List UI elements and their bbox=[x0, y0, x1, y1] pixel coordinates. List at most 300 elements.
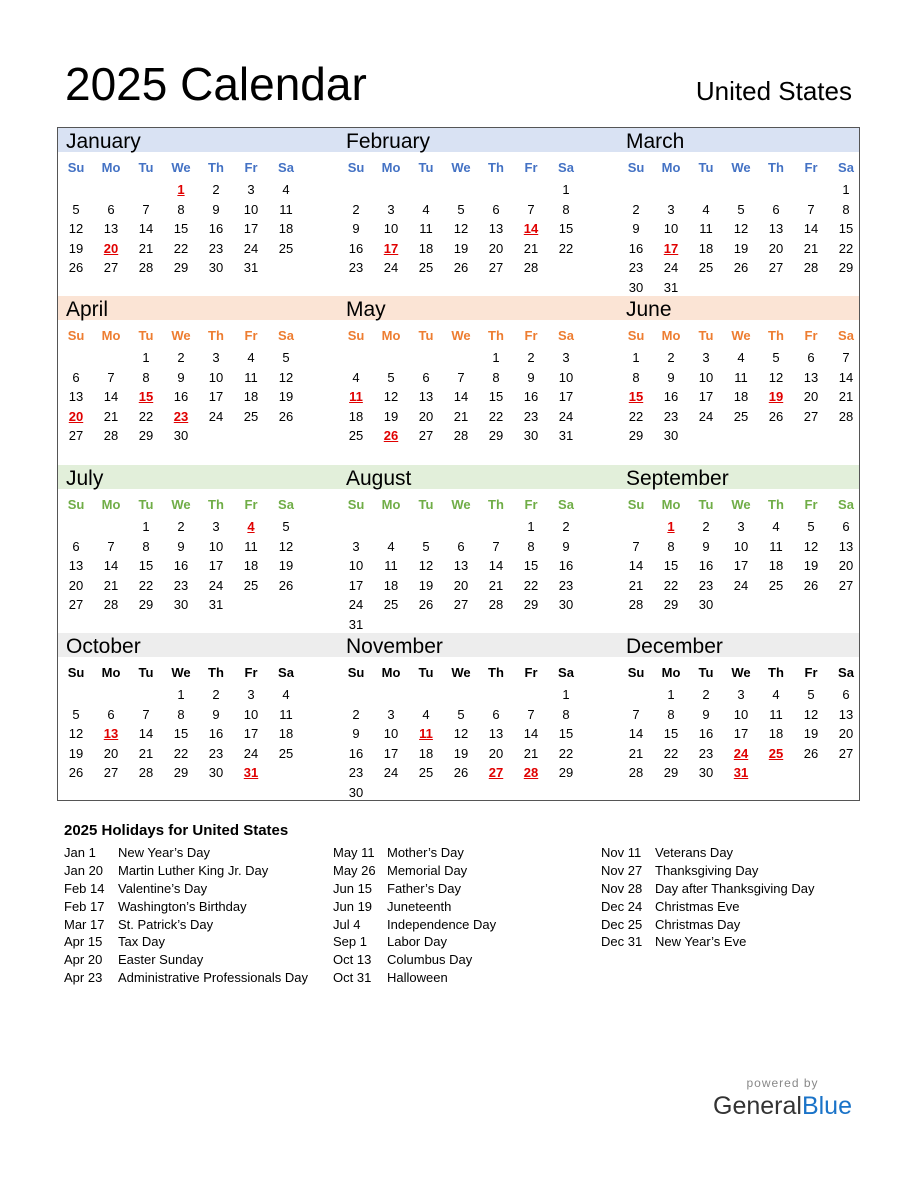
month-name: May bbox=[346, 298, 386, 321]
month-may bbox=[338, 296, 584, 464]
month-september bbox=[618, 465, 864, 633]
day-cell: 2 bbox=[212, 182, 220, 197]
day-cell: 25 bbox=[243, 577, 259, 593]
holiday-day: 14 bbox=[523, 221, 539, 237]
day-cell: 17 bbox=[733, 558, 749, 574]
day-cell: 7 bbox=[142, 706, 150, 722]
day-cell: 30 bbox=[628, 280, 644, 295]
weekday-header: Tu bbox=[418, 665, 434, 680]
day-cell: 9 bbox=[352, 726, 360, 742]
weekday-header: We bbox=[171, 665, 191, 680]
day-cell: 6 bbox=[807, 350, 815, 365]
day-cell: 13 bbox=[68, 558, 84, 574]
holiday-date: Dec 31 bbox=[601, 934, 643, 950]
day-cell: 6 bbox=[842, 519, 850, 534]
day-cell: 10 bbox=[733, 706, 749, 722]
weekday-header: Th bbox=[768, 497, 784, 512]
day-cell: 25 bbox=[698, 260, 714, 276]
day-cell: 18 bbox=[348, 408, 364, 424]
day-cell: 9 bbox=[562, 538, 570, 554]
day-cell: 2 bbox=[212, 687, 220, 702]
holiday-date: Oct 31 bbox=[333, 970, 372, 986]
day-cell: 1 bbox=[562, 687, 570, 702]
weekday-header: Th bbox=[768, 160, 784, 175]
holiday-name: New Year’s Eve bbox=[655, 934, 747, 950]
weekday-header: Sa bbox=[278, 328, 294, 343]
day-cell: 3 bbox=[737, 687, 745, 702]
day-cell: 8 bbox=[492, 369, 500, 385]
day-cell: 13 bbox=[488, 726, 504, 742]
weekday-header: Sa bbox=[838, 497, 854, 512]
month-january bbox=[58, 128, 304, 296]
day-cell: 14 bbox=[138, 221, 154, 237]
day-cell: 22 bbox=[173, 745, 189, 761]
day-cell: 16 bbox=[348, 240, 364, 256]
day-cell: 6 bbox=[842, 687, 850, 702]
day-cell: 26 bbox=[453, 765, 469, 781]
day-cell: 18 bbox=[383, 577, 399, 593]
day-cell: 19 bbox=[68, 745, 84, 761]
weekday-header: Mo bbox=[661, 328, 681, 343]
day-cell: 17 bbox=[383, 745, 399, 761]
day-cell: 28 bbox=[103, 428, 119, 444]
day-cell: 5 bbox=[282, 519, 290, 534]
day-cell: 27 bbox=[103, 765, 119, 781]
day-cell: 24 bbox=[348, 597, 364, 613]
day-cell: 2 bbox=[667, 350, 675, 365]
holiday-day: 15 bbox=[138, 389, 154, 405]
weekday-header: Su bbox=[627, 328, 645, 343]
day-cell: 16 bbox=[628, 240, 644, 256]
weekday-header: Su bbox=[347, 160, 365, 175]
day-cell: 27 bbox=[768, 260, 784, 276]
day-cell: 14 bbox=[628, 726, 644, 742]
powered-by-label: powered by bbox=[746, 1076, 819, 1090]
month-name: August bbox=[346, 467, 412, 490]
day-cell: 24 bbox=[243, 745, 259, 761]
day-cell: 3 bbox=[387, 201, 395, 217]
day-cell: 16 bbox=[523, 389, 539, 405]
day-cell: 12 bbox=[803, 706, 819, 722]
day-cell: 26 bbox=[278, 577, 294, 593]
day-cell: 6 bbox=[772, 201, 780, 217]
day-cell: 10 bbox=[208, 369, 224, 385]
day-cell: 10 bbox=[698, 369, 714, 385]
holiday-name: Memorial Day bbox=[387, 862, 468, 878]
day-cell: 29 bbox=[138, 597, 154, 613]
day-cell: 2 bbox=[702, 687, 710, 702]
day-cell: 11 bbox=[734, 369, 748, 385]
day-cell: 10 bbox=[663, 221, 679, 237]
day-cell: 8 bbox=[142, 369, 150, 385]
day-cell: 3 bbox=[737, 519, 745, 534]
weekday-header: Fr bbox=[804, 328, 818, 343]
day-cell: 18 bbox=[418, 240, 434, 256]
day-cell: 19 bbox=[453, 745, 469, 761]
holiday-day: 11 bbox=[419, 726, 433, 742]
day-cell: 9 bbox=[352, 221, 360, 237]
weekday-header: Sa bbox=[838, 328, 854, 343]
day-cell: 3 bbox=[247, 687, 255, 702]
holiday-name: Mother’s Day bbox=[387, 845, 464, 860]
day-cell: 13 bbox=[453, 558, 469, 574]
holidays-title: 2025 Holidays for United States bbox=[64, 822, 289, 839]
day-cell: 2 bbox=[702, 519, 710, 534]
holiday-name: Christmas Eve bbox=[655, 898, 740, 914]
weekday-header: Su bbox=[67, 497, 85, 512]
holiday-date: Sep 1 bbox=[333, 934, 367, 950]
weekday-header: Su bbox=[627, 497, 645, 512]
holiday-date: Jul 4 bbox=[333, 916, 361, 932]
weekday-header: We bbox=[451, 160, 471, 175]
holiday-name: Independence Day bbox=[387, 916, 497, 932]
day-cell: 30 bbox=[173, 597, 189, 613]
day-cell: 25 bbox=[243, 408, 259, 424]
day-cell: 16 bbox=[558, 558, 574, 574]
weekday-header: Sa bbox=[838, 160, 854, 175]
country-label: United States bbox=[695, 76, 852, 106]
day-cell: 25 bbox=[418, 765, 434, 781]
day-cell: 21 bbox=[453, 408, 469, 424]
weekday-header: Th bbox=[488, 665, 504, 680]
day-cell: 10 bbox=[558, 369, 574, 385]
day-cell: 17 bbox=[243, 221, 259, 237]
day-cell: 5 bbox=[422, 538, 430, 554]
weekday-header: Fr bbox=[524, 665, 538, 680]
holiday-day: 15 bbox=[628, 389, 644, 405]
day-cell: 28 bbox=[103, 597, 119, 613]
day-cell: 12 bbox=[68, 221, 84, 237]
day-cell: 13 bbox=[838, 538, 854, 554]
day-cell: 23 bbox=[173, 577, 189, 593]
weekday-header: We bbox=[731, 497, 751, 512]
day-cell: 12 bbox=[803, 538, 819, 554]
holiday-day: 1 bbox=[667, 519, 675, 534]
day-cell: 4 bbox=[352, 369, 360, 385]
month-june bbox=[618, 296, 864, 464]
day-cell: 28 bbox=[138, 765, 154, 781]
day-cell: 9 bbox=[702, 706, 710, 722]
day-cell: 29 bbox=[838, 260, 854, 276]
day-cell: 19 bbox=[803, 726, 819, 742]
day-cell: 23 bbox=[208, 240, 224, 256]
day-cell: 9 bbox=[177, 369, 185, 385]
day-cell: 28 bbox=[138, 260, 154, 276]
day-cell: 10 bbox=[243, 201, 259, 217]
day-cell: 18 bbox=[278, 221, 294, 237]
day-cell: 17 bbox=[208, 558, 224, 574]
day-cell: 24 bbox=[208, 577, 224, 593]
day-cell: 12 bbox=[68, 726, 84, 742]
day-cell: 8 bbox=[562, 201, 570, 217]
weekday-header: Su bbox=[627, 160, 645, 175]
day-cell: 6 bbox=[107, 201, 115, 217]
day-cell: 14 bbox=[103, 389, 119, 405]
day-cell: 3 bbox=[387, 706, 395, 722]
day-cell: 6 bbox=[72, 369, 80, 385]
day-cell: 8 bbox=[177, 706, 185, 722]
day-cell: 30 bbox=[663, 428, 679, 444]
day-cell: 6 bbox=[492, 201, 500, 217]
holiday-date: Apr 15 bbox=[64, 934, 103, 950]
day-cell: 31 bbox=[243, 260, 259, 276]
day-cell: 12 bbox=[418, 558, 434, 574]
weekday-header: We bbox=[731, 160, 751, 175]
day-cell: 22 bbox=[838, 240, 854, 256]
day-cell: 14 bbox=[453, 389, 469, 405]
day-cell: 21 bbox=[628, 577, 644, 593]
day-cell: 31 bbox=[663, 280, 679, 295]
day-cell: 22 bbox=[663, 745, 679, 761]
day-cell: 26 bbox=[768, 408, 784, 424]
weekday-header: We bbox=[731, 328, 751, 343]
day-cell: 30 bbox=[173, 428, 189, 444]
holiday-name: Labor Day bbox=[387, 934, 447, 950]
day-cell: 30 bbox=[698, 765, 714, 781]
day-cell: 23 bbox=[348, 260, 364, 276]
day-cell: 29 bbox=[138, 428, 154, 444]
day-cell: 20 bbox=[488, 745, 504, 761]
day-cell: 24 bbox=[243, 240, 259, 256]
day-cell: 6 bbox=[422, 369, 430, 385]
weekday-header: Th bbox=[208, 497, 224, 512]
month-name: June bbox=[626, 298, 672, 321]
holiday-date: Jan 20 bbox=[64, 862, 104, 878]
day-cell: 30 bbox=[208, 765, 224, 781]
day-cell: 23 bbox=[628, 260, 644, 276]
day-cell: 27 bbox=[103, 260, 119, 276]
day-cell: 13 bbox=[68, 389, 84, 405]
month-october bbox=[58, 633, 304, 801]
weekday-header: Fr bbox=[524, 160, 538, 175]
day-cell: 18 bbox=[733, 389, 749, 405]
day-cell: 10 bbox=[348, 558, 364, 574]
day-cell: 11 bbox=[279, 201, 293, 217]
day-cell: 10 bbox=[243, 706, 259, 722]
day-cell: 5 bbox=[457, 706, 465, 722]
day-cell: 18 bbox=[243, 389, 259, 405]
weekday-header: Sa bbox=[838, 665, 854, 680]
day-cell: 11 bbox=[244, 369, 258, 385]
weekday-header: Sa bbox=[558, 160, 574, 175]
holiday-day: 1 bbox=[177, 182, 185, 197]
day-cell: 19 bbox=[278, 558, 294, 574]
day-cell: 5 bbox=[457, 201, 465, 217]
day-cell: 9 bbox=[667, 369, 675, 385]
holiday-date: Apr 23 bbox=[64, 970, 103, 986]
month-name: December bbox=[626, 635, 723, 658]
day-cell: 29 bbox=[558, 765, 574, 781]
day-cell: 3 bbox=[247, 182, 255, 197]
day-cell: 5 bbox=[807, 519, 815, 534]
holiday-name: Administrative Professionals Day bbox=[118, 970, 309, 986]
day-cell: 6 bbox=[107, 706, 115, 722]
day-cell: 20 bbox=[418, 408, 434, 424]
holiday-day: 11 bbox=[349, 389, 363, 405]
day-cell: 19 bbox=[418, 577, 434, 593]
day-cell: 2 bbox=[352, 706, 360, 722]
holiday-day: 31 bbox=[733, 765, 749, 781]
weekday-header: Th bbox=[208, 160, 224, 175]
day-cell: 17 bbox=[208, 389, 224, 405]
day-cell: 16 bbox=[698, 558, 714, 574]
day-cell: 4 bbox=[422, 706, 430, 722]
day-cell: 21 bbox=[523, 240, 539, 256]
day-cell: 15 bbox=[173, 726, 189, 742]
day-cell: 4 bbox=[282, 687, 290, 702]
day-cell: 17 bbox=[698, 389, 714, 405]
day-cell: 7 bbox=[842, 350, 850, 365]
holiday-name: Easter Sunday bbox=[118, 952, 204, 968]
holiday-date: Jan 1 bbox=[64, 845, 96, 860]
day-cell: 11 bbox=[384, 558, 398, 574]
day-cell: 22 bbox=[663, 577, 679, 593]
day-cell: 4 bbox=[772, 519, 780, 534]
holiday-name: Veterans Day bbox=[655, 845, 734, 860]
day-cell: 24 bbox=[208, 408, 224, 424]
day-cell: 8 bbox=[177, 201, 185, 217]
day-cell: 3 bbox=[212, 519, 220, 534]
day-cell: 13 bbox=[418, 389, 434, 405]
weekday-header: Sa bbox=[558, 497, 574, 512]
day-cell: 15 bbox=[138, 558, 154, 574]
day-cell: 7 bbox=[107, 538, 115, 554]
holiday-day: 26 bbox=[383, 428, 399, 444]
day-cell: 9 bbox=[212, 201, 220, 217]
day-cell: 2 bbox=[177, 519, 185, 534]
weekday-header: Tu bbox=[698, 665, 714, 680]
day-cell: 19 bbox=[453, 240, 469, 256]
day-cell: 17 bbox=[243, 726, 259, 742]
weekday-header: Fr bbox=[524, 328, 538, 343]
month-name: July bbox=[66, 467, 104, 490]
holiday-date: Dec 25 bbox=[601, 916, 643, 932]
weekday-header: We bbox=[731, 665, 751, 680]
day-cell: 30 bbox=[558, 597, 574, 613]
month-august bbox=[338, 465, 584, 633]
day-cell: 26 bbox=[68, 260, 84, 276]
day-cell: 18 bbox=[768, 726, 784, 742]
day-cell: 14 bbox=[838, 369, 854, 385]
month-february bbox=[338, 128, 584, 296]
holiday-day: 17 bbox=[383, 240, 399, 256]
holiday-day: 4 bbox=[247, 519, 255, 534]
day-cell: 20 bbox=[103, 745, 119, 761]
day-cell: 20 bbox=[803, 389, 819, 405]
day-cell: 31 bbox=[558, 428, 574, 444]
weekday-header: Su bbox=[67, 328, 85, 343]
day-cell: 14 bbox=[138, 726, 154, 742]
day-cell: 12 bbox=[278, 538, 294, 554]
weekday-header: We bbox=[171, 160, 191, 175]
day-cell: 3 bbox=[562, 350, 570, 365]
day-cell: 15 bbox=[558, 221, 574, 237]
day-cell: 25 bbox=[278, 745, 294, 761]
holiday-date: Oct 13 bbox=[333, 952, 372, 968]
day-cell: 24 bbox=[383, 260, 399, 276]
month-name: November bbox=[346, 635, 443, 658]
day-cell: 9 bbox=[527, 369, 535, 385]
day-cell: 7 bbox=[457, 369, 465, 385]
day-cell: 27 bbox=[803, 408, 819, 424]
day-cell: 28 bbox=[488, 597, 504, 613]
day-cell: 1 bbox=[562, 182, 570, 197]
day-cell: 24 bbox=[663, 260, 679, 276]
weekday-header: Fr bbox=[244, 328, 258, 343]
holiday-date: Jun 15 bbox=[333, 880, 373, 896]
weekday-header: Su bbox=[627, 665, 645, 680]
day-cell: 5 bbox=[387, 369, 395, 385]
day-cell: 5 bbox=[282, 350, 290, 365]
weekday-header: Su bbox=[347, 665, 365, 680]
day-cell: 11 bbox=[699, 221, 713, 237]
day-cell: 26 bbox=[803, 745, 819, 761]
holiday-day: 25 bbox=[768, 745, 784, 761]
weekday-header: Tu bbox=[698, 497, 714, 512]
day-cell: 14 bbox=[803, 221, 819, 237]
holiday-name: Day after Thanksgiving Day bbox=[655, 880, 815, 896]
holiday-day: 27 bbox=[488, 765, 504, 781]
weekday-header: We bbox=[451, 497, 471, 512]
weekday-header: Mo bbox=[661, 665, 681, 680]
brand-logo bbox=[713, 1075, 852, 1121]
weekday-header: Su bbox=[67, 160, 85, 175]
day-cell: 11 bbox=[244, 538, 258, 554]
weekday-header: Th bbox=[488, 497, 504, 512]
day-cell: 22 bbox=[138, 408, 154, 424]
holiday-name: Valentine’s Day bbox=[118, 880, 208, 896]
day-cell: 2 bbox=[527, 350, 535, 365]
weekday-header: Mo bbox=[381, 328, 401, 343]
holiday-date: Feb 17 bbox=[64, 898, 105, 914]
holiday-day: 20 bbox=[68, 408, 84, 424]
holiday-date: Mar 17 bbox=[64, 916, 105, 932]
day-cell: 17 bbox=[348, 577, 364, 593]
weekday-header: Mo bbox=[381, 665, 401, 680]
day-cell: 28 bbox=[453, 428, 469, 444]
day-cell: 10 bbox=[383, 726, 399, 742]
weekday-header: Tu bbox=[138, 328, 154, 343]
day-cell: 25 bbox=[733, 408, 749, 424]
day-cell: 5 bbox=[737, 201, 745, 217]
day-cell: 2 bbox=[177, 350, 185, 365]
day-cell: 12 bbox=[453, 221, 469, 237]
day-cell: 20 bbox=[68, 577, 84, 593]
day-cell: 8 bbox=[142, 538, 150, 554]
day-cell: 7 bbox=[807, 201, 815, 217]
day-cell: 22 bbox=[558, 745, 574, 761]
day-cell: 10 bbox=[733, 538, 749, 554]
day-cell: 8 bbox=[632, 369, 640, 385]
day-cell: 28 bbox=[628, 765, 644, 781]
day-cell: 6 bbox=[72, 538, 80, 554]
day-cell: 12 bbox=[733, 221, 749, 237]
day-cell: 29 bbox=[173, 260, 189, 276]
day-cell: 12 bbox=[768, 369, 784, 385]
day-cell: 21 bbox=[488, 577, 504, 593]
day-cell: 1 bbox=[177, 687, 185, 702]
day-cell: 30 bbox=[523, 428, 539, 444]
day-cell: 4 bbox=[422, 201, 430, 217]
day-cell: 28 bbox=[628, 597, 644, 613]
day-cell: 22 bbox=[523, 577, 539, 593]
day-cell: 25 bbox=[768, 577, 784, 593]
weekday-header: Mo bbox=[661, 160, 681, 175]
weekday-header: Sa bbox=[558, 328, 574, 343]
day-cell: 22 bbox=[628, 408, 644, 424]
day-cell: 12 bbox=[278, 369, 294, 385]
holiday-date: May 11 bbox=[333, 845, 375, 860]
